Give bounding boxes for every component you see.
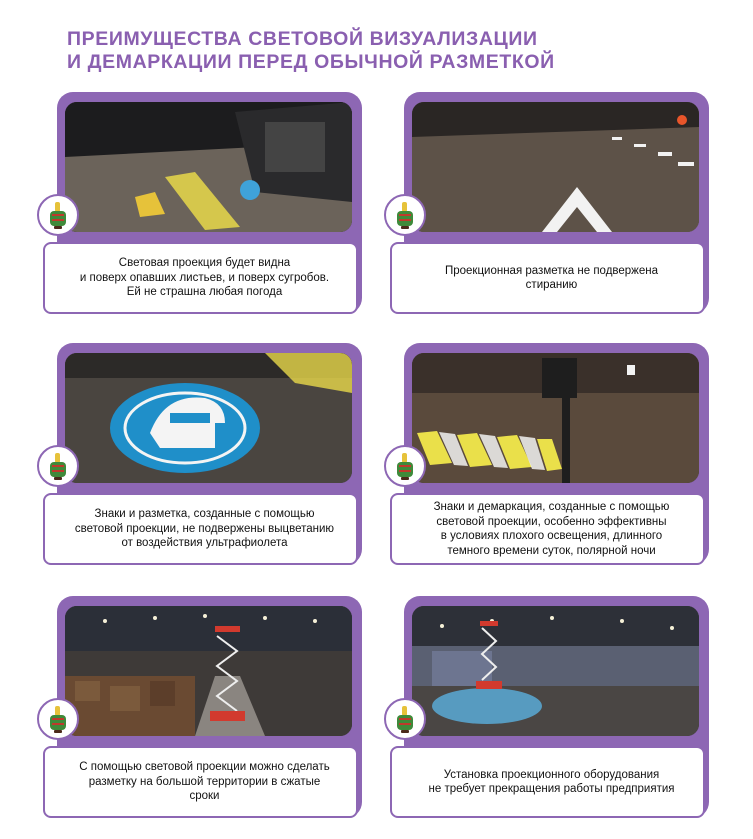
caption-line: Световая проекция будет видна [118, 257, 291, 270]
title-line-1: ПРЕИМУЩЕСТВА СВЕТОВОЙ ВИЗУАЛИЗАЦИИ [67, 28, 538, 50]
road-arrow-marking-photo [412, 102, 699, 232]
card-caption [390, 242, 705, 314]
title-line-2: И ДЕМАРКАЦИИ ПЕРЕД ОБЫЧНОЙ РАЗМЕТКОЙ [67, 51, 555, 73]
caption-line: Установка проекционного оборудования [443, 768, 660, 781]
caption-line: Знаки и разметка, созданные с помощью [94, 508, 315, 521]
card-caption [43, 746, 358, 818]
page-title [67, 28, 707, 74]
card-caption [390, 493, 705, 565]
thumbs-up-badge [37, 445, 79, 487]
thumbs-up-badge [384, 445, 426, 487]
card-caption [43, 242, 358, 314]
caption-line: не требует прекращения работы предприятия [428, 783, 675, 795]
warehouse-installation-photo [412, 606, 699, 736]
caption-line: от воздействия ультрафиолета [121, 537, 288, 550]
thumbs-up-icon [390, 200, 420, 230]
thumbs-up-icon [43, 200, 73, 230]
card-caption [43, 493, 358, 565]
caption-line: и поверх опавших листьев, и поверх сугробов. [79, 271, 330, 284]
thumbs-up-badge [384, 698, 426, 740]
caption-line: Проекционная разметка не подвержена [444, 264, 659, 277]
thumbs-up-icon [390, 451, 420, 481]
card-low-light [384, 343, 709, 581]
caption-line: световой проекции, не подвержены выцветанию [74, 522, 335, 535]
thumbs-up-icon [390, 704, 420, 734]
thumbs-up-icon [43, 704, 73, 734]
card-no-downtime [384, 596, 709, 834]
thumbs-up-icon [43, 451, 73, 481]
card-caption [390, 746, 705, 818]
caption-line: в условиях плохого освещения, длинного [440, 530, 663, 542]
caption-line: разметку на большой территории в сжатые [88, 775, 321, 788]
caption-line: С помощью световой проекции можно сделать [79, 761, 330, 774]
card-weather [37, 92, 362, 330]
caption-line: Знаки и демаркация, созданные с помощью [433, 501, 670, 513]
caption-line: темного времени суток, полярной ночи [447, 544, 656, 557]
caption-line: Ей не страшна любая погода [126, 286, 283, 299]
night-yard-projection-photo [65, 102, 352, 232]
thumbs-up-badge [384, 194, 426, 236]
helmet-sign-projection-photo [65, 353, 352, 483]
thumbs-up-badge [37, 194, 79, 236]
caption-line: сроки [189, 790, 220, 803]
caption-line: световой проекции, особенно эффективны [436, 515, 667, 528]
thumbs-up-badge [37, 698, 79, 740]
caption-line: стиранию [525, 279, 578, 291]
warehouse-scissor-lift-photo [65, 606, 352, 736]
card-large-area [37, 596, 362, 834]
crosswalk-projection-photo [412, 353, 699, 483]
card-no-wear [384, 92, 709, 330]
card-uv-resistant [37, 343, 362, 581]
